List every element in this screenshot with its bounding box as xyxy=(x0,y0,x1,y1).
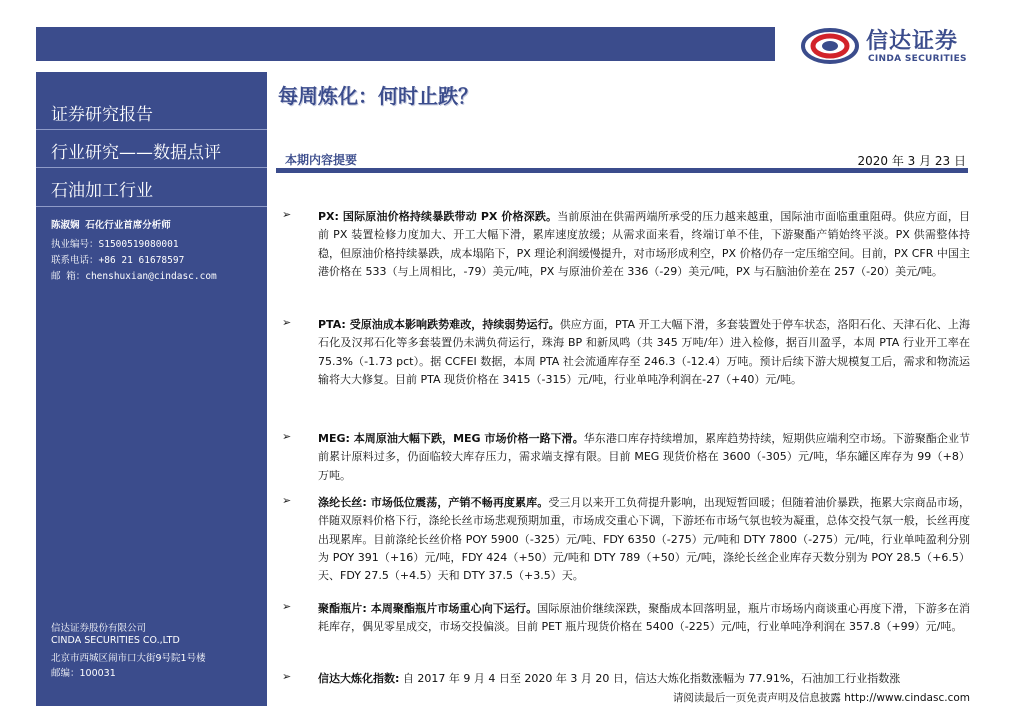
company-postcode: 邮编：100031 xyxy=(51,668,116,679)
analyst-phone: 联系电话：+86 21 61678597 xyxy=(51,255,185,266)
summary-label: 本期内容提要 xyxy=(285,153,358,167)
summary-text xyxy=(318,670,970,688)
bullet-arrow-icon: ➢ xyxy=(282,316,292,329)
document-title: 每周炼化：何时止跌？ xyxy=(278,84,478,108)
report-category: 行业研究——数据点评 xyxy=(51,143,221,163)
sidebar-divider xyxy=(36,206,267,207)
summary-text xyxy=(318,208,970,281)
bullet-arrow-icon: ➢ xyxy=(282,208,292,221)
company-logo xyxy=(800,22,990,68)
summary-text xyxy=(318,316,970,389)
company-name-cn: 信达证券股份有限公司 xyxy=(51,623,147,634)
summary-body: 受三月以来开工负荷提升影响，出现短暂回暖；但随着油价暴跌，拖累大宗商品市场，伴随双原料价格下行，涤纶长丝市场悲观预期加重，市场成交重心下调，下游坯布市场气氛也较为凝重，总体交投气氛一般，长丝再度出现累库。目前涤纶长丝价格 POY 5900（-325）元/吨、FDY 6350（-275）元/吨和 DTY 7800（-275）元/吨，行业单吨盈利分别为 POY 391（+16）元/吨，FDY 424（+50）元/吨和 DTY 789（+50）元/吨，涤纶长丝企业库存天数分别为 POY 28.5（+6.5）天、FDY 27.5（+4.5）天和 DTY 37.5（+3.5）天。 xyxy=(318,496,971,583)
analyst-license: 执业编号：S1500519080001 xyxy=(51,239,179,250)
bullet-arrow-icon: ➢ xyxy=(282,670,292,683)
bullet-arrow-icon: ➢ xyxy=(282,600,292,613)
summary-body: 自 2017 年 9 月 4 日至 2020 年 3 月 20 日，信达大炼化指数涨幅为 77.91%，石油加工行业指数涨 xyxy=(402,672,901,685)
summary-body: 国际原油价继续深跌，聚酯成本回落明显，瓶片市场场内商谈重心再度下滑，下游多在消耗库存，偶见零星成交，市场交投偏淡。目前 PET 瓶片现货价格在 5400（-225）元/吨，行业单吨净利润在 357.8（+99）元/吨。 xyxy=(318,602,970,634)
analyst-name: 陈淑娴 石化行业首席分析师 xyxy=(51,220,171,231)
summary-lead: 信达大炼化指数: xyxy=(318,672,400,685)
industry-name: 石油加工行业 xyxy=(51,181,153,201)
disclaimer-footer: 请阅读最后一页免责声明及信息披露 http://www.cindasc.com xyxy=(672,692,970,704)
sidebar-divider xyxy=(36,167,267,168)
bullet-arrow-icon: ➢ xyxy=(282,430,292,443)
summary-lead: PX: 国际原油价格持续暴跌带动 PX 价格深跌。 xyxy=(318,210,558,223)
company-address: 北京市西城区闹市口大街9号院1号楼 xyxy=(51,653,206,664)
sidebar-divider xyxy=(36,129,267,130)
summary-body: 当前原油在供需两端所承受的压力越来越重，国际油市面临重重阻碍。供应方面，目前 PX 装置检修力度加大、开工大幅下滑，累库速度放缓；从需求面来看，终端订单不佳，下游聚酯产销始终平淡。PX 供需整体持稳，但原油价格持续暴跌，成本塌陷下，PX 理论利润缓慢提升，对市场形成利空，PX 价格仍存一定压缩空间。目前，PX CFR 中国主港价格在 533（与上周相比，-79）美元/吨，PX 与原油价差在 336（-29）美元/吨，PX 与石脑油价差在 257（-20）美元/吨。 xyxy=(318,210,970,278)
summary-body: 供应方面，PTA 开工大幅下滑，多套装置处于停车状态，洛阳石化、天津石化、上海石化及汉邦石化等多套装置仍未满负荷运行，珠海 BP 和新凤鸣（共 345 万吨/年）进入检修，据百川盈孚，本周 PTA 行业开工率在 75.3%（-1.73 pct）。据 CCFEI 数据，本周 PTA 社会流通库存至 246.3（-12.4）万吨。预计后续下游大规模复工后，需求和物流运输将大大修复。目前 PTA 现货价格在 3415（-315）元/吨，行业单吨净利润在-27（+40）元/吨。 xyxy=(318,318,970,386)
title-divider xyxy=(276,168,968,173)
summary-lead: 涤纶长丝: 市场低位震荡，产销不畅再度累库。 xyxy=(318,496,549,509)
summary-lead: MEG: 本周原油大幅下跌，MEG 市场价格一路下滑。 xyxy=(318,432,584,445)
summary-text xyxy=(318,600,970,637)
logo-text-en: CINDA SECURITIES xyxy=(868,54,967,64)
summary-text xyxy=(318,494,970,585)
report-date: 2020 年 3 月 23 日 xyxy=(857,154,966,168)
report-type: 证券研究报告 xyxy=(51,105,153,125)
summary-text xyxy=(318,430,970,485)
company-name-en: CINDA SECURITIES CO.,LTD xyxy=(51,635,180,646)
top-banner-bar xyxy=(36,27,775,61)
sidebar xyxy=(36,72,267,706)
analyst-email: 邮 箱：chenshuxian@cindasc.com xyxy=(51,271,217,282)
cinda-swirl-icon xyxy=(800,22,862,68)
bullet-arrow-icon: ➢ xyxy=(282,494,292,507)
summary-lead: 聚酯瓶片: 本周聚酯瓶片市场重心向下运行。 xyxy=(318,602,538,615)
summary-body: 华东港口库存持续增加，累库趋势持续，短期供应端利空市场。下游聚酯企业节前累计原料过多，仍面临较大库存压力，需求端支撑有限。目前 MEG 现货价格在 3600（-305）元/吨，华东罐区库存为 99（+8）万吨。 xyxy=(318,432,970,482)
summary-lead: PTA: 受原油成本影响跌势难改，持续弱势运行。 xyxy=(318,318,560,331)
logo-text-cn: 信达证券 xyxy=(866,29,959,54)
